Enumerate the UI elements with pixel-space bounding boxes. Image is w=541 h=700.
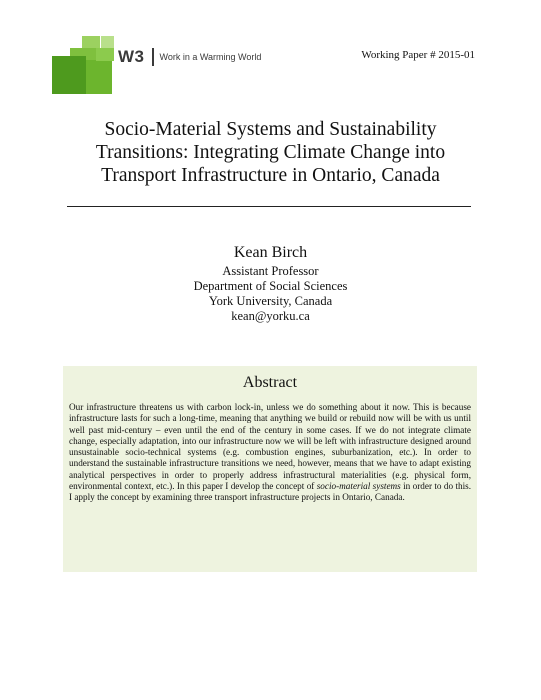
author-position: Assistant Professor: [222, 264, 319, 278]
title-line-1: Socio-Material Systems and Sustainability: [104, 119, 437, 140]
abstract-text-part-2: in order to do this. I apply the concept by examining three transport infrastructure projects in Ontario, Canada.: [69, 481, 472, 503]
abstract-emphasis: socio-material systems: [316, 481, 401, 492]
working-paper-number: Working Paper # 2015-01: [361, 49, 475, 61]
title-line-2: Transitions: Integrating Climate Change into: [95, 142, 446, 163]
paper-title: [60, 118, 481, 187]
author-institution: York University, Canada: [208, 294, 333, 308]
abstract-text: [69, 402, 471, 504]
w3-logo-mark: [52, 36, 114, 94]
brand-w3-text: W3: [118, 47, 145, 66]
author-email[interactable]: kean@yorku.ca: [231, 309, 310, 323]
title-line-3: Transport Infrastructure in Ontario, Canada: [101, 165, 440, 186]
brand-divider: [152, 48, 154, 66]
author-department: Department of Social Sciences: [193, 279, 348, 293]
title-divider: [67, 206, 471, 207]
abstract-text-part-1: Our infrastructure threatens us with carbon lock-in, unless we do something about it now. This is because infrastructure lasts for such a long-time, meaning that anything we build or rebuild now will be with us until well past mid-century – even until the end of the century in some cases. If we do not integrate climate change, especially adaptation, into our infrastructure now we will be left with infrastructure designed around unsustainable socio-technical systems (e.g. combustion engines, suburbanization, etc.). In order to understand the sustainable infrastructure transitions we need, however, means that we have to adapt existing analytical perspectives in order to properly address infrastructural materialities (e.g. physical form, environmental context, etc.). In this paper I develop the concept of: [69, 402, 471, 492]
brand-wordmark: [118, 46, 261, 68]
author-name: Kean Birch: [233, 244, 308, 261]
abstract-heading: Abstract: [242, 374, 298, 391]
brand-tagline: Work in a Warming World: [159, 52, 262, 62]
abstract-box: [63, 366, 477, 572]
